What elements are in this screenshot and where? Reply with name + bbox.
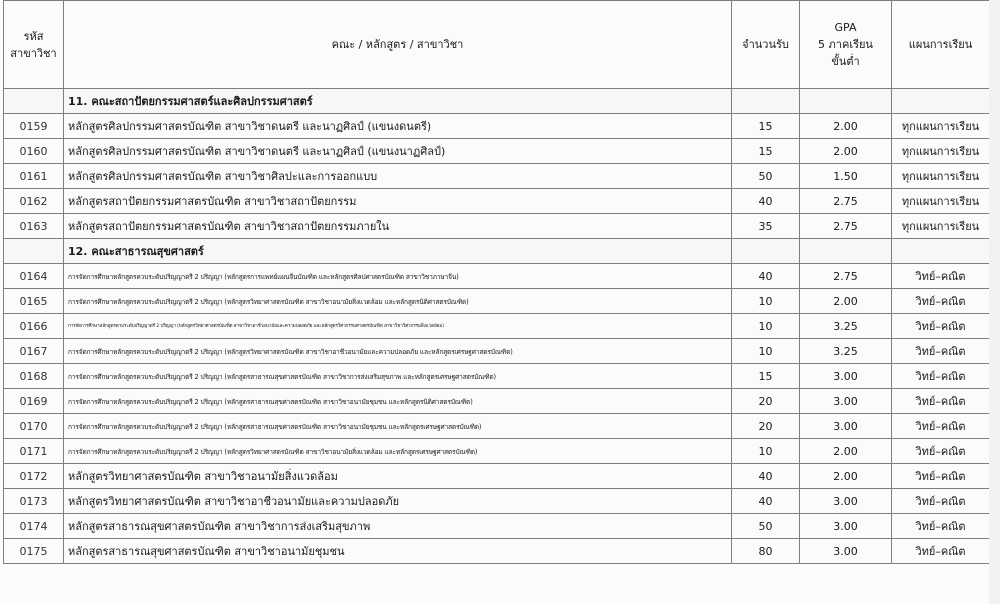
table-row bbox=[4, 489, 990, 514]
page-edge-shadow bbox=[989, 0, 1000, 604]
table-row bbox=[4, 539, 990, 564]
section-title: 11. คณะสถาปัตยกรรมศาสตร์และศิลปกรรมศาสตร์ bbox=[64, 89, 732, 114]
section-header-row bbox=[4, 239, 990, 264]
program-code: 0172 bbox=[4, 464, 64, 489]
table-row bbox=[4, 514, 990, 539]
seats-count: 10 bbox=[732, 339, 800, 364]
min-gpa: 2.00 bbox=[800, 139, 892, 164]
program-code: 0160 bbox=[4, 139, 64, 164]
min-gpa: 3.25 bbox=[800, 339, 892, 364]
program-name: การจัดการศึกษาหลักสูตรควบระดับปริญญาตรี 2 ปริญญา (หลักสูตรวิทยาศาสตรบัณฑิต สาขาวิชาอาชีวอนามัยและความปลอดภัย และหลักสูตรเศรษฐศาสตรบัณฑิต) bbox=[64, 339, 732, 364]
program-code: 0165 bbox=[4, 289, 64, 314]
seats-count: 50 bbox=[732, 514, 800, 539]
section-seats-cell bbox=[732, 239, 800, 264]
table-row bbox=[4, 389, 990, 414]
min-gpa: 2.00 bbox=[800, 289, 892, 314]
program-name: หลักสูตรศิลปกรรมศาสตรบัณฑิต สาขาวิชาศิลปะและการออกแบบ bbox=[64, 164, 732, 189]
study-plan: ทุกแผนการเรียน bbox=[892, 164, 990, 189]
min-gpa: 3.00 bbox=[800, 414, 892, 439]
table-row bbox=[4, 314, 990, 339]
section-plan-cell bbox=[892, 89, 990, 114]
section-plan-cell bbox=[892, 239, 990, 264]
program-code: 0173 bbox=[4, 489, 64, 514]
table-row bbox=[4, 364, 990, 389]
program-code: 0171 bbox=[4, 439, 64, 464]
seats-count: 20 bbox=[732, 389, 800, 414]
program-code: 0168 bbox=[4, 364, 64, 389]
seats-count: 35 bbox=[732, 214, 800, 239]
section-header-row bbox=[4, 89, 990, 114]
program-code: 0167 bbox=[4, 339, 64, 364]
header-plan: แผนการเรียน bbox=[892, 1, 990, 89]
program-name: การจัดการศึกษาหลักสูตรควบระดับปริญญาตรี 2 ปริญญา (หลักสูตรวิทยาศาสตรบัณฑิต สาขาวิชาอาชีวอนามัยและความปลอดภัย และหลักสูตรวิศวกรรมศาสตรบัณฑิต สาขาวิชาวิศวกรรมสิ่งแวดล้อม) bbox=[64, 314, 732, 339]
header-gpa bbox=[800, 1, 892, 89]
min-gpa: 3.00 bbox=[800, 539, 892, 564]
study-plan: วิทย์–คณิต bbox=[892, 514, 990, 539]
study-plan: วิทย์–คณิต bbox=[892, 464, 990, 489]
seats-count: 40 bbox=[732, 489, 800, 514]
min-gpa: 3.25 bbox=[800, 314, 892, 339]
seats-count: 40 bbox=[732, 264, 800, 289]
table-row bbox=[4, 339, 990, 364]
header-program: คณะ / หลักสูตร / สาขาวิชา bbox=[64, 1, 732, 89]
table-row bbox=[4, 264, 990, 289]
program-name: การจัดการศึกษาหลักสูตรควบระดับปริญญาตรี 2 ปริญญา (หลักสูตรสาธารณสุขศาสตรบัณฑิต สาขาวิชาอนามัยชุมชน และหลักสูตรเศรษฐศาสตรบัณฑิต) bbox=[64, 414, 732, 439]
seats-count: 40 bbox=[732, 189, 800, 214]
min-gpa: 3.00 bbox=[800, 489, 892, 514]
header-code-line2: สาขาวิชา bbox=[10, 46, 57, 60]
program-name: การจัดการศึกษาหลักสูตรควบระดับปริญญาตรี 2 ปริญญา (หลักสูตรวิทยาศาสตรบัณฑิต สาขาวิชาอนามัยสิ่งแวดล้อม และหลักสูตรนิติศาสตรบัณฑิต) bbox=[64, 289, 732, 314]
program-code: 0159 bbox=[4, 114, 64, 139]
table-row bbox=[4, 414, 990, 439]
seats-count: 15 bbox=[732, 364, 800, 389]
program-name: หลักสูตรวิทยาศาสตรบัณฑิต สาขาวิชาอาชีวอนามัยและความปลอดภัย bbox=[64, 489, 732, 514]
study-plan: วิทย์–คณิต bbox=[892, 439, 990, 464]
program-code: 0175 bbox=[4, 539, 64, 564]
program-name: หลักสูตรวิทยาศาสตรบัณฑิต สาขาวิชาอนามัยสิ่งแวดล้อม bbox=[64, 464, 732, 489]
study-plan: วิทย์–คณิต bbox=[892, 314, 990, 339]
seats-count: 80 bbox=[732, 539, 800, 564]
min-gpa: 2.75 bbox=[800, 189, 892, 214]
table-row bbox=[4, 114, 990, 139]
min-gpa: 2.00 bbox=[800, 439, 892, 464]
study-plan: วิทย์–คณิต bbox=[892, 489, 990, 514]
min-gpa: 3.00 bbox=[800, 514, 892, 539]
program-code: 0170 bbox=[4, 414, 64, 439]
program-code: 0169 bbox=[4, 389, 64, 414]
program-name: การจัดการศึกษาหลักสูตรควบระดับปริญญาตรี 2 ปริญญา (หลักสูตรการแพทย์แผนจีนบัณฑิต และหลักสูตรศิลปศาสตรบัณฑิต สาขาวิชาภาษาจีน) bbox=[64, 264, 732, 289]
section-code-cell bbox=[4, 89, 64, 114]
program-name: หลักสูตรสถาปัตยกรรมศาสตรบัณฑิต สาขาวิชาสถาปัตยกรรม bbox=[64, 189, 732, 214]
header-gpa-line1: GPA bbox=[834, 21, 857, 34]
program-name: การจัดการศึกษาหลักสูตรควบระดับปริญญาตรี 2 ปริญญา (หลักสูตรสาธารณสุขศาสตรบัณฑิต สาขาวิชาการส่งเสริมสุขภาพ และหลักสูตรเศรษฐศาสตรบัณฑิต) bbox=[64, 364, 732, 389]
table-header-row bbox=[4, 1, 990, 89]
seats-count: 50 bbox=[732, 164, 800, 189]
seats-count: 15 bbox=[732, 139, 800, 164]
study-plan: วิทย์–คณิต bbox=[892, 264, 990, 289]
section-title: 12. คณะสาธารณสุขศาสตร์ bbox=[64, 239, 732, 264]
table-row bbox=[4, 189, 990, 214]
program-name: หลักสูตรศิลปกรรมศาสตรบัณฑิต สาขาวิชาดนตรี และนาฏศิลป์ (แขนงดนตรี) bbox=[64, 114, 732, 139]
table-row bbox=[4, 439, 990, 464]
study-plan: ทุกแผนการเรียน bbox=[892, 139, 990, 164]
table-row bbox=[4, 289, 990, 314]
program-code: 0163 bbox=[4, 214, 64, 239]
section-gpa-cell bbox=[800, 239, 892, 264]
section-gpa-cell bbox=[800, 89, 892, 114]
table-row bbox=[4, 139, 990, 164]
program-code: 0166 bbox=[4, 314, 64, 339]
program-name: หลักสูตรสถาปัตยกรรมศาสตรบัณฑิต สาขาวิชาสถาปัตยกรรมภายใน bbox=[64, 214, 732, 239]
min-gpa: 2.75 bbox=[800, 214, 892, 239]
min-gpa: 2.00 bbox=[800, 464, 892, 489]
program-name: หลักสูตรสาธารณสุขศาสตรบัณฑิต สาขาวิชาอนามัยชุมชน bbox=[64, 539, 732, 564]
section-code-cell bbox=[4, 239, 64, 264]
seats-count: 15 bbox=[732, 114, 800, 139]
seats-count: 10 bbox=[732, 289, 800, 314]
header-code bbox=[4, 1, 64, 89]
section-seats-cell bbox=[732, 89, 800, 114]
seats-count: 10 bbox=[732, 439, 800, 464]
study-plan: วิทย์–คณิต bbox=[892, 364, 990, 389]
table-row bbox=[4, 214, 990, 239]
program-name: หลักสูตรสาธารณสุขศาสตรบัณฑิต สาขาวิชาการส่งเสริมสุขภาพ bbox=[64, 514, 732, 539]
study-plan: ทุกแผนการเรียน bbox=[892, 214, 990, 239]
study-plan: วิทย์–คณิต bbox=[892, 289, 990, 314]
study-plan: วิทย์–คณิต bbox=[892, 539, 990, 564]
program-name: การจัดการศึกษาหลักสูตรควบระดับปริญญาตรี 2 ปริญญา (หลักสูตรสาธารณสุขศาสตรบัณฑิต สาขาวิชาอนามัยชุมชน และหลักสูตรนิติศาสตรบัณฑิต) bbox=[64, 389, 732, 414]
table-row bbox=[4, 164, 990, 189]
program-code: 0162 bbox=[4, 189, 64, 214]
program-code: 0161 bbox=[4, 164, 64, 189]
header-gpa-line3: ขั้นต่ำ bbox=[831, 55, 860, 68]
min-gpa: 2.00 bbox=[800, 114, 892, 139]
admission-table bbox=[3, 0, 990, 564]
min-gpa: 2.75 bbox=[800, 264, 892, 289]
table-body bbox=[4, 89, 990, 564]
table-row bbox=[4, 464, 990, 489]
study-plan: วิทย์–คณิต bbox=[892, 389, 990, 414]
program-name: หลักสูตรศิลปกรรมศาสตรบัณฑิต สาขาวิชาดนตรี และนาฏศิลป์ (แขนงนาฏศิลป์) bbox=[64, 139, 732, 164]
study-plan: วิทย์–คณิต bbox=[892, 339, 990, 364]
study-plan: วิทย์–คณิต bbox=[892, 414, 990, 439]
header-seats: จำนวนรับ bbox=[732, 1, 800, 89]
min-gpa: 1.50 bbox=[800, 164, 892, 189]
seats-count: 10 bbox=[732, 314, 800, 339]
seats-count: 20 bbox=[732, 414, 800, 439]
header-gpa-line2: 5 ภาคเรียน bbox=[818, 38, 873, 51]
header-code-line1: รหัส bbox=[23, 29, 44, 43]
seats-count: 40 bbox=[732, 464, 800, 489]
min-gpa: 3.00 bbox=[800, 389, 892, 414]
study-plan: ทุกแผนการเรียน bbox=[892, 189, 990, 214]
program-code: 0164 bbox=[4, 264, 64, 289]
min-gpa: 3.00 bbox=[800, 364, 892, 389]
study-plan: ทุกแผนการเรียน bbox=[892, 114, 990, 139]
program-code: 0174 bbox=[4, 514, 64, 539]
program-name: การจัดการศึกษาหลักสูตรควบระดับปริญญาตรี 2 ปริญญา (หลักสูตรวิทยาศาสตรบัณฑิต สาขาวิชาอนามัยสิ่งแวดล้อม และหลักสูตรเศรษฐศาสตรบัณฑิต) bbox=[64, 439, 732, 464]
